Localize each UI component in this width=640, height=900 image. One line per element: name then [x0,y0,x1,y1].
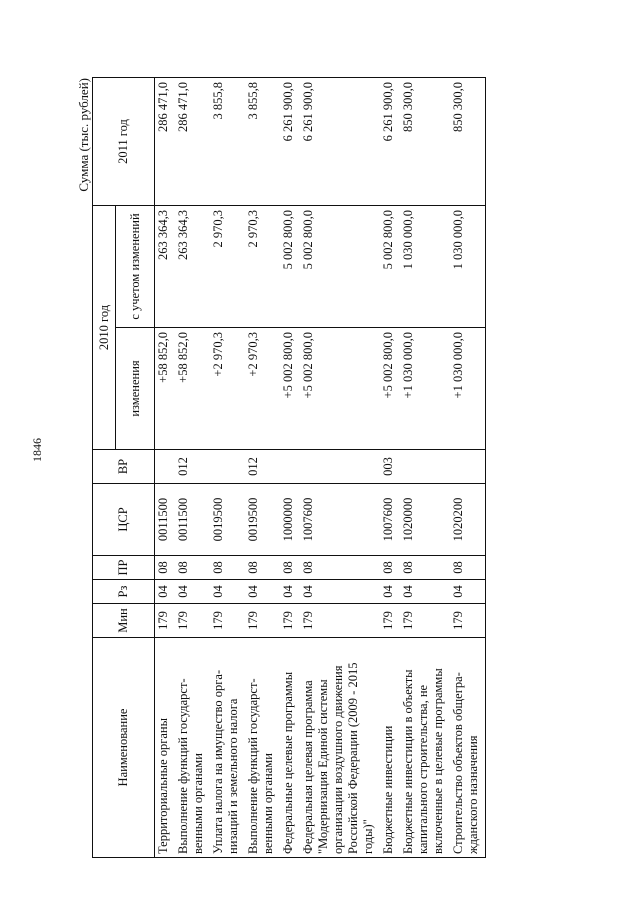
header-with-changes: с учетом изменений [116,205,155,327]
row-vr: 012 [245,450,280,484]
row-changes: +58 852,0 [155,328,176,450]
row-2011: 286 471,0 [155,77,176,205]
row-min: 179 [300,604,380,638]
row-with-changes: 2 970,3 [210,205,245,327]
row-vr: 012 [175,450,210,484]
row-2011: 6 261 900,0 [380,77,400,205]
header-year-2010: 2010 год [93,205,116,449]
row-pr: 08 [450,556,486,580]
row-name: Федеральная целевая программа "Модернизация Единой системы организации воздушного движения Российской Федерации (2009 - 2015 годы)" [300,638,380,858]
header-csr: ЦСР [93,484,155,556]
row-min: 179 [280,604,300,638]
row-changes: +2 970,3 [245,328,280,450]
row-changes: +5 002 800,0 [300,328,380,450]
row-changes: +5 002 800,0 [380,328,400,450]
row-with-changes: 5 002 800,0 [380,205,400,327]
header-min: Мин [93,604,155,638]
row-rz: 04 [450,580,486,604]
header-year-2011: 2011 год [93,77,155,205]
row-min: 179 [400,604,450,638]
table-row [280,77,300,857]
table-row [175,77,210,857]
row-name: Выполнение функций государст-венными органами [175,638,210,858]
row-with-changes: 263 364,3 [155,205,176,327]
row-2011: 3 855,8 [210,77,245,205]
row-pr: 08 [155,556,176,580]
row-vr: 003 [380,450,400,484]
row-2011: 850 300,0 [450,77,486,205]
units-label: Сумма (тыс. рублей) [76,78,91,192]
row-csr: 1007600 [380,484,400,556]
row-min: 179 [245,604,280,638]
row-name: Бюджетные инвестиции [380,638,400,858]
row-csr: 0019500 [210,484,245,556]
row-min: 179 [210,604,245,638]
table-row [400,77,450,857]
row-name: Выполнение функций государст-венными органами [245,638,280,858]
row-pr: 08 [400,556,450,580]
row-2011: 6 261 900,0 [280,77,300,205]
row-2011: 286 471,0 [175,77,210,205]
row-vr [155,450,176,484]
row-vr [300,450,380,484]
row-csr: 1007600 [300,484,380,556]
row-pr: 08 [210,556,245,580]
row-csr: 1020000 [400,484,450,556]
row-csr: 1020200 [450,484,486,556]
header-pr: ПР [93,556,155,580]
row-with-changes: 1 030 000,0 [450,205,486,327]
row-with-changes: 5 002 800,0 [280,205,300,327]
row-vr [450,450,486,484]
row-csr: 0019500 [245,484,280,556]
row-vr [280,450,300,484]
header-name: Наименование [93,638,155,858]
row-name: Территориальные органы [155,638,176,858]
budget-table [92,77,486,858]
row-vr [400,450,450,484]
row-changes: +1 030 000,0 [450,328,486,450]
row-with-changes: 1 030 000,0 [400,205,450,327]
row-changes: +2 970,3 [210,328,245,450]
row-name: Бюджетные инвестиции в объекты капитального строительства, не включенные в целевые программы [400,638,450,858]
row-rz: 04 [400,580,450,604]
header-changes: изменения [116,328,155,450]
row-csr: 0011500 [175,484,210,556]
row-rz: 04 [300,580,380,604]
table-row [210,77,245,857]
row-rz: 04 [175,580,210,604]
table-row [300,77,380,857]
row-2011: 3 855,8 [245,77,280,205]
row-with-changes: 263 364,3 [175,205,210,327]
row-min: 179 [380,604,400,638]
row-2011: 6 261 900,0 [300,77,380,205]
page-number: 1846 [30,438,44,462]
row-vr [210,450,245,484]
row-with-changes: 5 002 800,0 [300,205,380,327]
row-name: Строительство объектов общегра-жданского назначения [450,638,486,858]
row-rz: 04 [210,580,245,604]
row-with-changes: 2 970,3 [245,205,280,327]
row-csr: 1000000 [280,484,300,556]
row-rz: 04 [380,580,400,604]
row-rz: 04 [280,580,300,604]
row-pr: 08 [245,556,280,580]
row-name: Федеральные целевые программы [280,638,300,858]
row-2011: 850 300,0 [400,77,450,205]
row-pr: 08 [300,556,380,580]
table-row [155,77,176,857]
row-changes: +1 030 000,0 [400,328,450,450]
row-rz: 04 [245,580,280,604]
row-changes: +5 002 800,0 [280,328,300,450]
row-pr: 08 [280,556,300,580]
table-row [245,77,280,857]
row-pr: 08 [380,556,400,580]
row-min: 179 [175,604,210,638]
table-body [155,77,486,857]
row-changes: +58 852,0 [175,328,210,450]
row-csr: 0011500 [155,484,176,556]
row-name: Уплата налога на имущество орга-низаций и земельного налога [210,638,245,858]
table-row [380,77,400,857]
header-vr: ВР [93,450,155,484]
header-rz: Рз [93,580,155,604]
row-min: 179 [155,604,176,638]
rotated-table-container [76,78,542,858]
row-min: 179 [450,604,486,638]
table-row [450,77,486,857]
row-rz: 04 [155,580,176,604]
row-pr: 08 [175,556,210,580]
